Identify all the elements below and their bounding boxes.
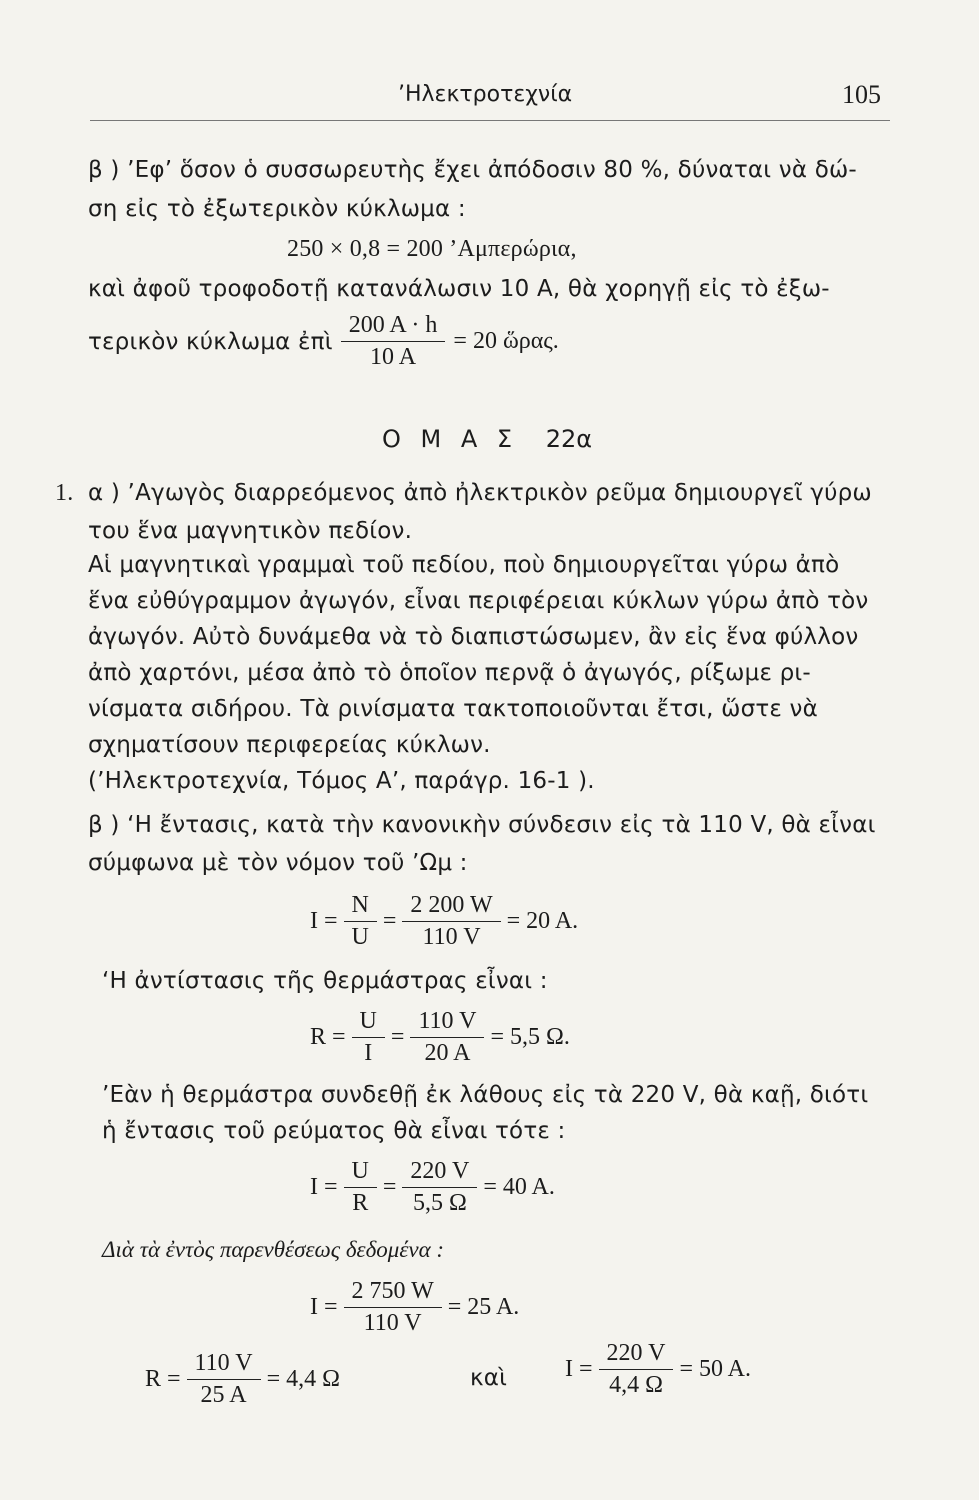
section-heading [382,425,592,453]
section-number: 22α [545,425,593,453]
equation-result: = 4,4 Ω [266,1366,340,1392]
equation-resistance-paren [145,1350,340,1409]
equation-result: = 20 A. [506,908,579,934]
equals-sign: = [382,1174,397,1200]
denominator: 5,5 Ω [412,1190,467,1216]
text-line: του ἕνα μαγνητικὸν πεδίον. [88,518,413,544]
equation-lhs: R = [310,1024,346,1050]
section-title: Ο Μ Α Σ [382,425,519,453]
denominator: 25 A [200,1382,247,1408]
numerator: 220 V [599,1340,674,1370]
equation-result: = 50 A. [679,1356,751,1382]
fraction [187,1350,261,1409]
numerator: 220 V [402,1158,477,1188]
numerator: U [352,1008,385,1038]
equation-resistance [310,1008,570,1067]
conjunction: καὶ [470,1365,508,1391]
denominator: I [364,1040,373,1066]
equation-result: = 20 ὥρας. [453,328,559,354]
equation-current [310,892,578,951]
fraction [344,1278,442,1337]
text-line: Αἱ μαγνητικαὶ γραμμαὶ τοῦ πεδίου, ποὺ δημιουργεῖται γύρω ἀπὸ [88,552,840,578]
fraction [344,892,377,951]
fraction [410,1008,484,1067]
text-line: ’Εὰν ἡ θερμάστρα συνδεθῇ ἐκ λάθους εἰς τὰ 220 V, θὰ καῇ, διότι [102,1082,869,1108]
equation-lhs: R = [145,1366,181,1392]
fraction [344,1158,377,1217]
text-line: ἀπὸ χαρτόνι, μέσα ἀπὸ τὸ ὁποῖον περνᾷ ὁ ἀγωγός, ρίξωμε ρι- [88,660,811,686]
italic-heading: Διὰ τὰ ἐντὸς παρενθέσεως δεδομένα : [102,1237,445,1262]
denominator: 20 A [424,1040,471,1066]
denominator: 10 A [370,344,417,370]
equation-hours [88,312,559,371]
page-number: 105 [842,80,881,109]
equation-current-wrong [310,1158,555,1217]
calculation-line: 250 × 0,8 = 200 ’Αμπερώρια, [287,236,577,262]
numerator: 110 V [187,1350,261,1380]
equation-current-paren [310,1278,519,1337]
text-line: ‘Η ἀντίστασις τῆς θερμάστρας εἶναι : [102,968,548,994]
denominator: R [352,1190,369,1216]
header-rule [90,120,890,121]
text-line: α ) ’Αγωγὸς διαρρεόμενος ἀπὸ ἠλεκτρικὸν ρεῦμα δημιουργεῖ γύρω [88,480,872,506]
text-line: β ) ‘Η ἔντασις, κατὰ τὴν κανονικὴν σύνδεσιν εἰς τὰ 110 V, θὰ εἶναι [88,812,876,838]
fraction [402,892,500,951]
text-line: ση εἰς τὸ ἐξωτερικὸν κύκλωμα : [88,196,466,222]
text-line: ἀγωγόν. Αὐτὸ δυνάμεθα νὰ τὸ διαπιστώσωμεν, ἂν εἰς ἕνα φύλλον [88,624,859,650]
text-line: ἕνα εὐθύγραμμον ἀγωγόν, εἶναι περιφέρειαι κύκλων γύρω ἀπὸ τὸν [88,588,869,614]
equals-sign: = [390,1024,405,1050]
equals-sign: = [382,908,397,934]
equation-lhs: I = [565,1356,593,1382]
fraction [402,1158,477,1217]
problem-number: 1. [55,480,74,506]
fraction [599,1340,674,1399]
reference-line: (’Ηλεκτροτεχνία, Τόμος Α’, παράγρ. 16-1 ). [88,768,595,794]
equation-lhs: I = [310,1174,338,1200]
text-line: νίσματα σιδήρου. Τὰ ρινίσματα τακτοποιοῦνται ἔτσι, ὥστε νὰ [88,696,818,722]
equation-result: = 5,5 Ω. [490,1024,570,1050]
numerator: 2 200 W [402,892,500,922]
running-header-title: ’Ηλεκτροτεχνία [398,82,573,107]
text-line: β ) ’Εφ’ ὅσον ὁ συσσωρευτὴς ἔχει ἀπόδοσιν 80 %, δύναται νὰ δώ- [88,157,857,183]
numerator: 200 A · h [341,312,446,342]
fraction [352,1008,385,1067]
equation-lhs: I = [310,1294,338,1320]
equation-lhs: I = [310,908,338,934]
denominator: 4,4 Ω [609,1372,663,1398]
text-line: ἡ ἔντασις τοῦ ρεύματος θὰ εἶναι τότε : [102,1118,566,1144]
fraction [341,312,446,371]
numerator: 110 V [410,1008,484,1038]
text-line: καὶ ἀφοῦ τροφοδοτῇ κατανάλωσιν 10 A, θὰ χορηγῇ εἰς τὸ ἐξω- [88,276,830,302]
text-line: σχηματίσουν περιφερείας κύκλων. [88,732,491,758]
numerator: 2 750 W [344,1278,442,1308]
numerator: U [344,1158,377,1188]
equation-current-final [565,1340,751,1399]
text-line: σύμφωνα μὲ τὸν νόμον τοῦ ’Ωμ : [88,850,468,876]
denominator: 110 V [363,1310,422,1336]
denominator: 110 V [422,924,481,950]
numerator: N [344,892,377,922]
equation-result: = 40 A. [483,1174,555,1200]
text-fragment: τερικὸν κύκλωμα ἐπὶ [88,328,333,355]
equation-result: = 25 A. [447,1294,520,1320]
denominator: U [351,924,369,950]
